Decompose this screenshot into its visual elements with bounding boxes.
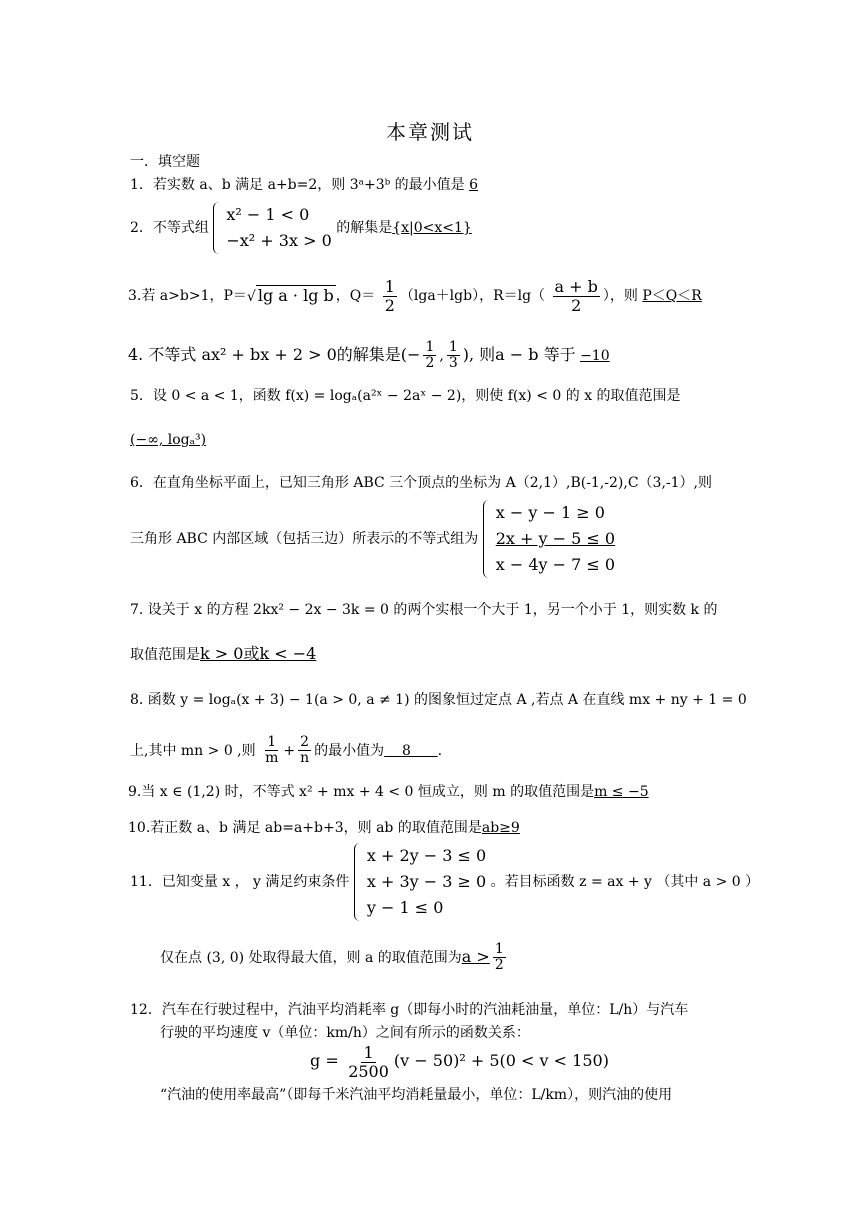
question-7: 7. 设关于 x 的方程 2kx² − 2x − 3k = 0 的两个实根一个大于 1，另一个小于 1，则实数 k 的	[130, 602, 718, 618]
question-10: 10.若正数 a、b 满足 ab=a+b+3，则 ab 的取值范围是ab≥9	[128, 820, 520, 836]
question-11: 11．已知变量 x ， y 满足约束条件 x + 2y − 3 ≤ 0 x + 3y − 3 ≥ 0 y − 1 ≤ 0 。若目标函数 z = ax + y （其中 a > 0 ）	[130, 843, 759, 921]
question-2: 2．不等式组 x² − 1 < 0 −x² + 3x > 0 的解集是{x|0<x<1}	[130, 202, 472, 254]
fraction: $\frac{a + b}{2}$	[554, 277, 598, 315]
question-1: 1．若实数 a、b 满足 a+b=2，则 3ᵃ+3ᵇ 的最小值是 6	[130, 177, 479, 193]
fraction: $\frac{1}{2500}$	[348, 1043, 389, 1081]
answer-6: 2x + y − 5 ≤ 0	[495, 529, 616, 548]
answer-5: (−∞, logₐ³)	[130, 432, 207, 448]
question-12-line2: 行驶的平均速度 v（单位：km/h）之间有所示的函数关系：	[160, 1025, 530, 1041]
question-12: 12．汽车在行驶过程中，汽油平均消耗率 g（即每小时的汽油耗油量，单位：L/h）与汽车	[130, 1002, 689, 1018]
fraction: $\frac{1}{2}$	[425, 339, 435, 372]
question-5: 5．设 0 < a < 1，函数 f(x) = logₐ(a²ˣ − 2aˣ − 2)，则使 f(x) < 0 的 x 的取值范围是	[130, 388, 681, 404]
formula-g: g = $\frac{1}{2500}$ (v − 50)² + 5(0 < v < 150)	[310, 1043, 609, 1081]
answer-11: a > $\frac{1}{2}$	[461, 941, 504, 974]
fraction: $\frac{1}{2}$	[384, 277, 395, 315]
constraint-system: x + 2y − 3 ≤ 0 x + 3y − 3 ≥ 0 y − 1 ≤ 0	[354, 843, 486, 921]
question-12-line3: “汽油的使用率最高”（即每千米汽油平均消耗量最小，单位：L/km），则汽油的使用	[160, 1087, 673, 1103]
inequality-system: x − y − 1 ≥ 0 2x + y − 5 ≤ 0 x − 4y − 7 ≤ 0	[483, 500, 615, 578]
brace	[483, 500, 492, 578]
question-7-answer: 取值范围是k > 0或k < −4	[130, 644, 317, 663]
answer-4: −10	[580, 347, 610, 364]
question-6: 6．在直角坐标平面上，已知三角形 ABC 三个顶点的坐标为 A（2,1）,B(-1,-2),C（3,-1）,则	[130, 475, 712, 491]
question-8: 8. 函数 y = logₐ(x + 3) − 1(a > 0, a ≠ 1) 的图象恒过定点 A ,若点 A 在直线 mx + ny + 1 = 0	[130, 692, 747, 708]
fraction: $\frac{2}{n}$	[300, 734, 310, 767]
brace	[354, 843, 363, 921]
sqrt-expression: √ lg a · lg b	[246, 285, 334, 305]
inequality-system: x² − 1 < 0 −x² + 3x > 0	[213, 202, 331, 254]
answer-3: P＜Q＜R	[642, 288, 702, 305]
question-8-tail: 上,其中 mn > 0 ,则 $\frac{1}{m}$ + $\frac{2}{n}$ 的最小值为 8 .	[130, 734, 443, 767]
question-4: 4. 不等式 ax² + bx + 2 > 0的解集是(− $\frac{1}{2}$ , $\frac{1}{3}$ ), 则a − b 等于 −10	[128, 339, 610, 372]
question-9: 9.当 x ∈ (1,2) 时，不等式 x² + mx + 4 < 0 恒成立，则 m 的取值范围是m ≤ −5	[128, 784, 649, 800]
answer-8: 8	[401, 742, 411, 759]
section-heading: 一．填空题	[130, 154, 200, 170]
answer-1: 6	[469, 177, 479, 193]
page-title: 本章测试	[386, 120, 474, 144]
answer-9: m ≤ −5	[594, 784, 649, 800]
answer-10: ab≥9	[481, 820, 520, 836]
question-6-system: 三角形 ABC 内部区域（包括三边）所表示的不等式组为 x − y − 1 ≥ 0 2x + y − 5 ≤ 0 x − 4y − 7 ≤ 0	[130, 500, 615, 578]
fraction: $\frac{1}{m}$	[265, 734, 279, 767]
answer-7: k > 0或k < −4	[200, 644, 317, 663]
question-11-tail: 仅在点 (3, 0) 处取得最大值，则 a 的取值范围为a > $\frac{1}{2}$	[160, 942, 509, 974]
brace	[213, 202, 222, 254]
question-3: 3.若 a>b>1，P＝√ lg a · lg b ，Q＝ $\frac{1}{2}$ （lga＋lgb），R＝lg（ $\frac{a + b}{2}$ ），则 P＜Q＜R	[128, 277, 702, 315]
fraction: $\frac{1}{3}$	[448, 339, 458, 372]
answer-2: {x|0<x<1}	[392, 220, 472, 236]
